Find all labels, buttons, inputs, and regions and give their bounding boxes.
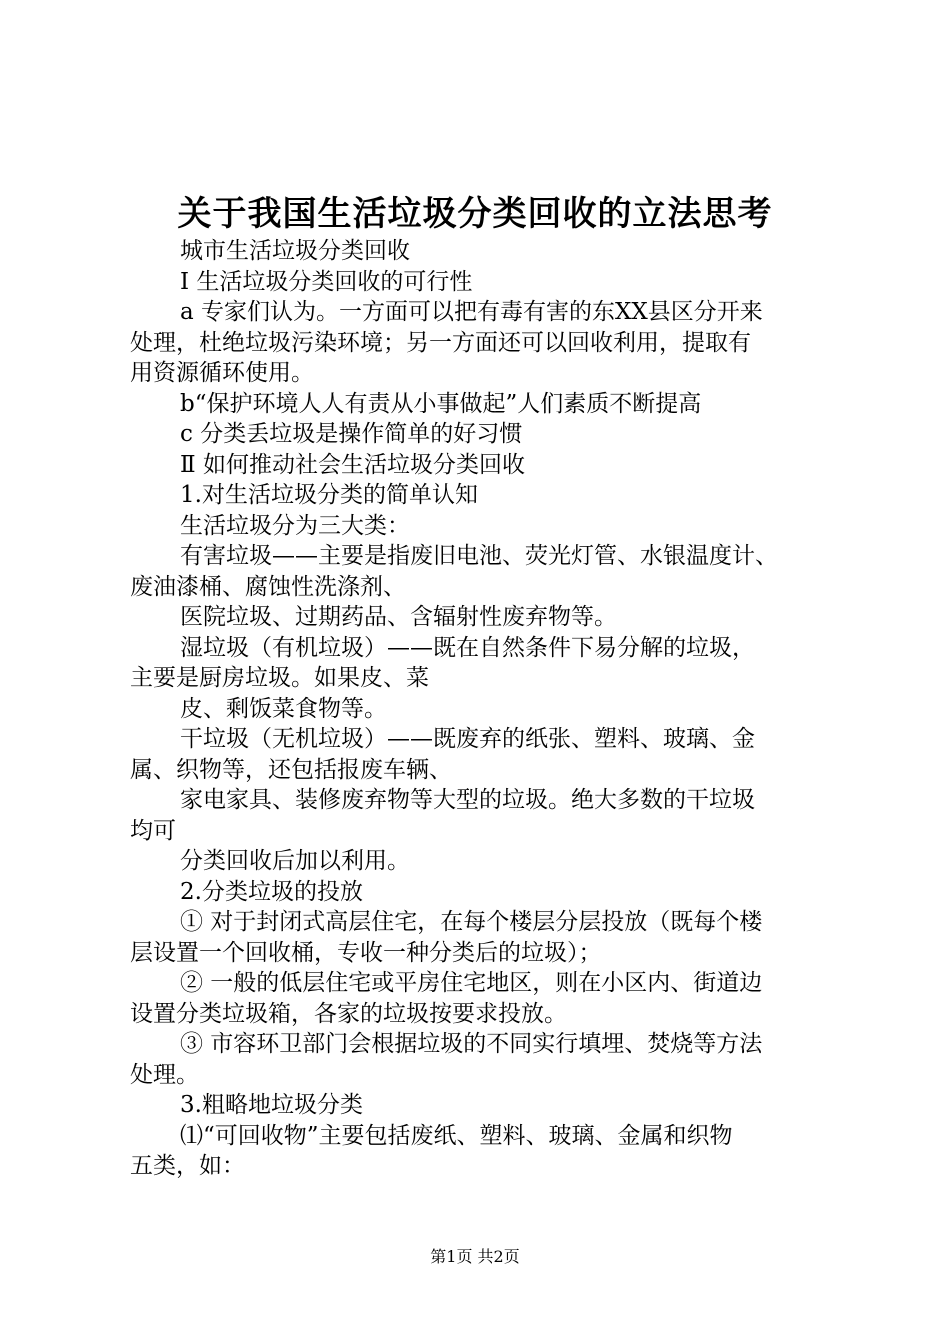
text-line: 有害垃圾——主要是指废旧电池、荧光灯管、水银温度计、 <box>180 543 778 569</box>
text-line: 五类，如： <box>130 1153 245 1179</box>
text-line: Ⅰ 生活垃圾分类回收的可行性 <box>180 268 473 295</box>
text-line: 医院垃圾、过期药品、含辐射性废弃物等。 <box>180 604 617 630</box>
text-line: ⑴“可回收物”主要包括废纸、塑料、玻璃、金属和织物 <box>180 1122 733 1149</box>
text-line: 设置分类垃圾箱，各家的垃圾按要求投放。 <box>130 1000 567 1027</box>
text-line: 1.对生活垃圾分类的简单认知 <box>180 482 478 508</box>
text-line: 干垃圾（无机垃圾）——既废弃的纸张、塑料、玻璃、金 <box>180 726 755 752</box>
text-line: 城市生活垃圾分类回收 <box>180 238 410 264</box>
text-line: 皮、剩饭菜食物等。 <box>180 695 387 722</box>
text-line: 主要是厨房垃圾。如果皮、菜 <box>130 665 429 691</box>
text-line: ③ 市容环卫部门会根据垃圾的不同实行填埋、焚烧等方法 <box>180 1031 763 1057</box>
text-line: 家电家具、装修废弃物等大型的垃圾。绝大多数的干垃圾 <box>180 787 755 813</box>
text-line: a 专家们认为。一方面可以把有毒有害的东XX县区分开来 <box>180 299 763 325</box>
text-line: 2.分类垃圾的投放 <box>180 878 363 905</box>
text-line: 处理。 <box>130 1061 199 1088</box>
text-line: 湿垃圾（有机垃圾）——既在自然条件下易分解的垃圾， <box>180 634 755 661</box>
text-line: 均可 <box>130 817 176 844</box>
document-title: 关于我国生活垃圾分类回收的立法思考 <box>177 194 773 234</box>
text-line: 废油漆桶、腐蚀性洗涤剂、 <box>130 573 406 600</box>
text-line: b“保护环境人人有责从小事做起”人们素质不断提高 <box>180 390 702 417</box>
text-line: c 分类丢垃圾是操作简单的好习惯 <box>180 421 523 447</box>
text-line: 层设置一个回收桶，专收一种分类后的垃圾）； <box>130 939 602 966</box>
text-line: 处理，杜绝垃圾污染环境；另一方面还可以回收利用，提取有 <box>130 329 751 356</box>
text-line: Ⅱ 如何推动社会生活垃圾分类回收 <box>180 451 525 478</box>
text-line: 用资源循环使用。 <box>130 360 314 386</box>
text-line: 分类回收后加以利用。 <box>180 848 410 874</box>
text-line: ② 一般的低层住宅或平房住宅地区，则在小区内、街道边 <box>180 970 763 996</box>
page-footer: 第1页 共2页 <box>430 1247 520 1266</box>
text-line: 属、织物等，还包括报废车辆、 <box>130 756 452 783</box>
text-line: 3.粗略地垃圾分类 <box>180 1092 363 1118</box>
text-line: 生活垃圾分为三大类： <box>180 512 410 539</box>
document-body <box>130 236 836 1182</box>
text-line: ① 对于封闭式高层住宅，在每个楼层分层投放（既每个楼 <box>180 909 763 935</box>
